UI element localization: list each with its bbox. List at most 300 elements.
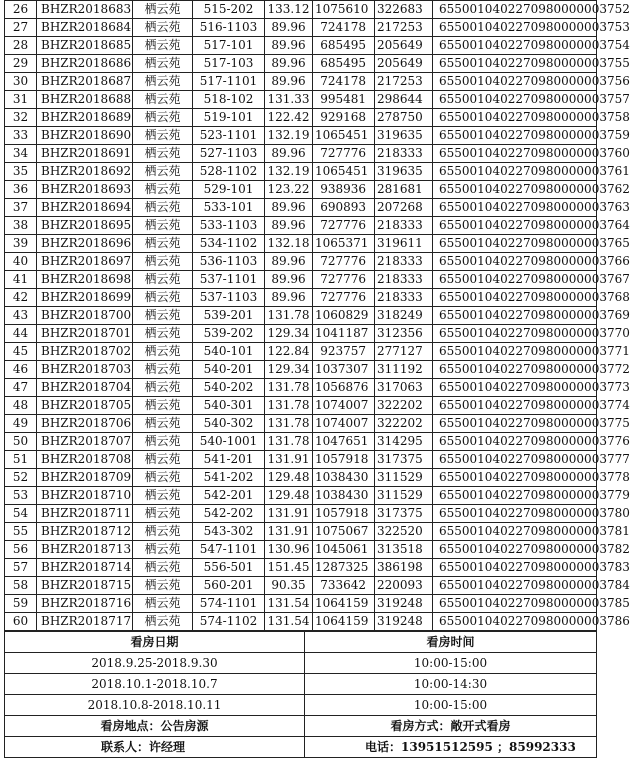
floor-area: 131.54 — [265, 595, 313, 613]
certificate-number: 6550010402270980000003778 — [433, 469, 597, 487]
community-name: 栖云苑 — [133, 55, 193, 73]
floor-area: 129.34 — [265, 361, 313, 379]
community-name: 栖云苑 — [133, 307, 193, 325]
unit-number: 540-201 — [193, 361, 265, 379]
listing-code: BHZR2018695 — [37, 217, 133, 235]
total-price: 995481 — [313, 91, 375, 109]
floor-area: 122.42 — [265, 109, 313, 127]
floor-area: 89.96 — [265, 37, 313, 55]
community-name: 栖云苑 — [133, 577, 193, 595]
floor-area: 90.35 — [265, 577, 313, 595]
deposit-amount: 322202 — [375, 397, 433, 415]
community-name: 栖云苑 — [133, 289, 193, 307]
community-name: 栖云苑 — [133, 505, 193, 523]
unit-number: 517-1101 — [193, 73, 265, 91]
floor-area: 129.48 — [265, 469, 313, 487]
contact-phone: 电话：13951512595 ；85992333 — [305, 737, 597, 758]
table-row — [5, 505, 597, 523]
floor-area: 131.33 — [265, 91, 313, 109]
listing-code: BHZR2018697 — [37, 253, 133, 271]
floor-area: 131.78 — [265, 415, 313, 433]
row-index: 38 — [5, 217, 37, 235]
table-row — [5, 127, 597, 145]
certificate-number: 6550010402270980000003771 — [433, 343, 597, 361]
certificate-number: 6550010402270980000003784 — [433, 577, 597, 595]
floor-area: 130.96 — [265, 541, 313, 559]
unit-number: 540-301 — [193, 397, 265, 415]
deposit-amount: 281681 — [375, 181, 433, 199]
viewing-time-header: 看房时间 — [305, 632, 597, 653]
deposit-amount: 218333 — [375, 253, 433, 271]
row-index: 30 — [5, 73, 37, 91]
total-price: 1056876 — [313, 379, 375, 397]
floor-area: 123.22 — [265, 181, 313, 199]
table-row — [5, 487, 597, 505]
deposit-amount: 319248 — [375, 613, 433, 631]
certificate-number: 6550010402270980000003758 — [433, 109, 597, 127]
row-index: 55 — [5, 523, 37, 541]
floor-area: 89.96 — [265, 145, 313, 163]
deposit-amount: 218333 — [375, 217, 433, 235]
community-name: 栖云苑 — [133, 235, 193, 253]
total-price: 1038430 — [313, 469, 375, 487]
contact-row — [5, 737, 597, 758]
community-name: 栖云苑 — [133, 595, 193, 613]
deposit-amount: 319611 — [375, 235, 433, 253]
floor-area: 131.78 — [265, 397, 313, 415]
row-index: 53 — [5, 487, 37, 505]
deposit-amount: 218333 — [375, 145, 433, 163]
unit-number: 523-1101 — [193, 127, 265, 145]
row-index: 54 — [5, 505, 37, 523]
row-index: 45 — [5, 343, 37, 361]
row-index: 33 — [5, 127, 37, 145]
viewing-schedule-row — [5, 674, 597, 695]
floor-area: 151.45 — [265, 559, 313, 577]
deposit-amount: 218333 — [375, 289, 433, 307]
total-price: 727776 — [313, 145, 375, 163]
row-index: 56 — [5, 541, 37, 559]
listing-code: BHZR2018709 — [37, 469, 133, 487]
row-index: 59 — [5, 595, 37, 613]
community-name: 栖云苑 — [133, 127, 193, 145]
total-price: 1045061 — [313, 541, 375, 559]
total-price: 929168 — [313, 109, 375, 127]
listing-code: BHZR2018685 — [37, 37, 133, 55]
total-price: 1064159 — [313, 595, 375, 613]
viewing-method: 看房方式：敞开式看房 — [305, 716, 597, 737]
listing-code: BHZR2018700 — [37, 307, 133, 325]
deposit-amount: 317375 — [375, 451, 433, 469]
total-price: 1074007 — [313, 415, 375, 433]
row-index: 50 — [5, 433, 37, 451]
table-row — [5, 307, 597, 325]
listing-code: BHZR2018702 — [37, 343, 133, 361]
unit-number: 540-302 — [193, 415, 265, 433]
table-row — [5, 415, 597, 433]
community-name: 栖云苑 — [133, 217, 193, 235]
table-row — [5, 145, 597, 163]
certificate-number: 6550010402270980000003785 — [433, 595, 597, 613]
row-index: 47 — [5, 379, 37, 397]
deposit-amount: 217253 — [375, 19, 433, 37]
community-name: 栖云苑 — [133, 181, 193, 199]
row-index: 40 — [5, 253, 37, 271]
floor-area: 89.96 — [265, 217, 313, 235]
deposit-amount: 317375 — [375, 505, 433, 523]
table-row — [5, 199, 597, 217]
community-name: 栖云苑 — [133, 613, 193, 631]
floor-area: 131.54 — [265, 613, 313, 631]
unit-number: 543-302 — [193, 523, 265, 541]
floor-area: 133.12 — [265, 1, 313, 19]
community-name: 栖云苑 — [133, 361, 193, 379]
listing-code: BHZR2018710 — [37, 487, 133, 505]
deposit-amount: 314295 — [375, 433, 433, 451]
table-row — [5, 361, 597, 379]
listing-code: BHZR2018691 — [37, 145, 133, 163]
contact-person: 联系人：许经理 — [5, 737, 305, 758]
floor-area: 131.78 — [265, 433, 313, 451]
deposit-amount: 386198 — [375, 559, 433, 577]
unit-number: 534-1102 — [193, 235, 265, 253]
certificate-number: 6550010402270980000003773 — [433, 379, 597, 397]
unit-number: 547-1101 — [193, 541, 265, 559]
floor-area: 132.18 — [265, 235, 313, 253]
table-row — [5, 217, 597, 235]
listing-table — [4, 0, 630, 631]
floor-area: 129.48 — [265, 487, 313, 505]
table-row — [5, 37, 597, 55]
certificate-number: 6550010402270980000003752 — [433, 1, 597, 19]
listing-sheet — [4, 0, 630, 758]
unit-number: 527-1103 — [193, 145, 265, 163]
listing-code: BHZR2018687 — [37, 73, 133, 91]
row-index: 60 — [5, 613, 37, 631]
viewing-schedule-row — [5, 695, 597, 716]
row-index: 35 — [5, 163, 37, 181]
certificate-number: 6550010402270980000003775 — [433, 415, 597, 433]
row-index: 26 — [5, 1, 37, 19]
listing-code: BHZR2018706 — [37, 415, 133, 433]
table-row — [5, 325, 597, 343]
unit-number: 536-1103 — [193, 253, 265, 271]
floor-area: 131.91 — [265, 505, 313, 523]
community-name: 栖云苑 — [133, 523, 193, 541]
total-price: 1065451 — [313, 163, 375, 181]
unit-number: 519-101 — [193, 109, 265, 127]
deposit-amount: 322520 — [375, 523, 433, 541]
table-row — [5, 469, 597, 487]
listing-code: BHZR2018712 — [37, 523, 133, 541]
certificate-number: 6550010402270980000003786 — [433, 613, 597, 631]
floor-area: 129.34 — [265, 325, 313, 343]
viewing-time: 10:00-14:30 — [305, 674, 597, 695]
deposit-amount: 311529 — [375, 469, 433, 487]
row-index: 46 — [5, 361, 37, 379]
unit-number: 539-201 — [193, 307, 265, 325]
deposit-amount: 277127 — [375, 343, 433, 361]
community-name: 栖云苑 — [133, 145, 193, 163]
deposit-amount: 220093 — [375, 577, 433, 595]
listing-code: BHZR2018711 — [37, 505, 133, 523]
certificate-number: 6550010402270980000003757 — [433, 91, 597, 109]
community-name: 栖云苑 — [133, 271, 193, 289]
table-row — [5, 343, 597, 361]
unit-number: 542-202 — [193, 505, 265, 523]
certificate-number: 6550010402270980000003762 — [433, 181, 597, 199]
row-index: 39 — [5, 235, 37, 253]
listing-code: BHZR2018694 — [37, 199, 133, 217]
community-name: 栖云苑 — [133, 19, 193, 37]
certificate-number: 6550010402270980000003769 — [433, 307, 597, 325]
community-name: 栖云苑 — [133, 325, 193, 343]
listing-code: BHZR2018716 — [37, 595, 133, 613]
total-price: 1287325 — [313, 559, 375, 577]
floor-area: 89.96 — [265, 253, 313, 271]
table-row — [5, 253, 597, 271]
row-index: 29 — [5, 55, 37, 73]
unit-number: 529-101 — [193, 181, 265, 199]
table-row — [5, 109, 597, 127]
table-row — [5, 577, 597, 595]
listing-code: BHZR2018705 — [37, 397, 133, 415]
listing-code: BHZR2018696 — [37, 235, 133, 253]
certificate-number: 6550010402270980000003779 — [433, 487, 597, 505]
viewing-schedule-row — [5, 653, 597, 674]
table-row — [5, 181, 597, 199]
floor-area: 132.19 — [265, 163, 313, 181]
total-price: 1060829 — [313, 307, 375, 325]
viewing-header-row — [5, 632, 597, 653]
deposit-amount: 205649 — [375, 37, 433, 55]
deposit-amount: 218333 — [375, 271, 433, 289]
row-index: 51 — [5, 451, 37, 469]
deposit-amount: 322202 — [375, 415, 433, 433]
unit-number: 574-1102 — [193, 613, 265, 631]
total-price: 938936 — [313, 181, 375, 199]
table-row — [5, 73, 597, 91]
deposit-amount: 319248 — [375, 595, 433, 613]
total-price: 923757 — [313, 343, 375, 361]
certificate-number: 6550010402270980000003780 — [433, 505, 597, 523]
community-name: 栖云苑 — [133, 109, 193, 127]
listing-code: BHZR2018715 — [37, 577, 133, 595]
certificate-number: 6550010402270980000003783 — [433, 559, 597, 577]
floor-area: 89.96 — [265, 19, 313, 37]
row-index: 49 — [5, 415, 37, 433]
table-row — [5, 1, 597, 19]
floor-area: 132.19 — [265, 127, 313, 145]
certificate-number: 6550010402270980000003766 — [433, 253, 597, 271]
unit-number: 533-1103 — [193, 217, 265, 235]
total-price: 690893 — [313, 199, 375, 217]
row-index: 31 — [5, 91, 37, 109]
total-price: 1038430 — [313, 487, 375, 505]
total-price: 1065451 — [313, 127, 375, 145]
row-index: 58 — [5, 577, 37, 595]
table-row — [5, 541, 597, 559]
unit-number: 556-501 — [193, 559, 265, 577]
certificate-number: 6550010402270980000003756 — [433, 73, 597, 91]
listing-code: BHZR2018707 — [37, 433, 133, 451]
unit-number: 540-1001 — [193, 433, 265, 451]
deposit-amount: 298644 — [375, 91, 433, 109]
viewing-time: 10:00-15:00 — [305, 653, 597, 674]
certificate-number: 6550010402270980000003765 — [433, 235, 597, 253]
certificate-number: 6550010402270980000003763 — [433, 199, 597, 217]
floor-area: 89.96 — [265, 271, 313, 289]
row-index: 42 — [5, 289, 37, 307]
floor-area: 89.96 — [265, 199, 313, 217]
deposit-amount: 311192 — [375, 361, 433, 379]
listing-code: BHZR2018717 — [37, 613, 133, 631]
listing-code: BHZR2018699 — [37, 289, 133, 307]
community-name: 栖云苑 — [133, 73, 193, 91]
community-name: 栖云苑 — [133, 163, 193, 181]
unit-number: 528-1102 — [193, 163, 265, 181]
table-row — [5, 289, 597, 307]
row-index: 32 — [5, 109, 37, 127]
table-row — [5, 613, 597, 631]
total-price: 1057918 — [313, 451, 375, 469]
total-price: 727776 — [313, 253, 375, 271]
certificate-number: 6550010402270980000003782 — [433, 541, 597, 559]
floor-area: 89.96 — [265, 73, 313, 91]
viewing-date: 2018.10.8-2018.10.11 — [5, 695, 305, 716]
row-index: 27 — [5, 19, 37, 37]
total-price: 1074007 — [313, 397, 375, 415]
table-row — [5, 163, 597, 181]
total-price: 724178 — [313, 19, 375, 37]
community-name: 栖云苑 — [133, 253, 193, 271]
listing-code: BHZR2018690 — [37, 127, 133, 145]
row-index: 34 — [5, 145, 37, 163]
listing-code: BHZR2018686 — [37, 55, 133, 73]
deposit-amount: 319635 — [375, 163, 433, 181]
listing-code: BHZR2018698 — [37, 271, 133, 289]
row-index: 41 — [5, 271, 37, 289]
deposit-amount: 311529 — [375, 487, 433, 505]
table-row — [5, 559, 597, 577]
total-price: 685495 — [313, 55, 375, 73]
certificate-number: 6550010402270980000003760 — [433, 145, 597, 163]
table-row — [5, 55, 597, 73]
community-name: 栖云苑 — [133, 451, 193, 469]
listing-code: BHZR2018704 — [37, 379, 133, 397]
community-name: 栖云苑 — [133, 1, 193, 19]
certificate-number: 6550010402270980000003753 — [433, 19, 597, 37]
total-price: 1075610 — [313, 1, 375, 19]
unit-number: 574-1101 — [193, 595, 265, 613]
table-row — [5, 271, 597, 289]
unit-number: 541-202 — [193, 469, 265, 487]
viewing-time: 10:00-15:00 — [305, 695, 597, 716]
certificate-number: 6550010402270980000003774 — [433, 397, 597, 415]
table-row — [5, 451, 597, 469]
listing-body — [5, 1, 630, 631]
listing-code: BHZR2018703 — [37, 361, 133, 379]
deposit-amount: 207268 — [375, 199, 433, 217]
unit-number: 517-103 — [193, 55, 265, 73]
row-index: 36 — [5, 181, 37, 199]
community-name: 栖云苑 — [133, 397, 193, 415]
total-price: 1075067 — [313, 523, 375, 541]
total-price: 685495 — [313, 37, 375, 55]
community-name: 栖云苑 — [133, 379, 193, 397]
community-name: 栖云苑 — [133, 559, 193, 577]
deposit-amount: 319635 — [375, 127, 433, 145]
row-index: 44 — [5, 325, 37, 343]
listing-code: BHZR2018713 — [37, 541, 133, 559]
community-name: 栖云苑 — [133, 91, 193, 109]
unit-number: 517-101 — [193, 37, 265, 55]
floor-area: 89.96 — [265, 289, 313, 307]
community-name: 栖云苑 — [133, 415, 193, 433]
certificate-number: 6550010402270980000003755 — [433, 55, 597, 73]
table-row — [5, 523, 597, 541]
certificate-number: 6550010402270980000003767 — [433, 271, 597, 289]
floor-area: 131.91 — [265, 523, 313, 541]
certificate-number: 6550010402270980000003768 — [433, 289, 597, 307]
deposit-amount: 278750 — [375, 109, 433, 127]
unit-number: 533-101 — [193, 199, 265, 217]
deposit-amount: 217253 — [375, 73, 433, 91]
deposit-amount: 205649 — [375, 55, 433, 73]
total-price: 1065371 — [313, 235, 375, 253]
community-name: 栖云苑 — [133, 469, 193, 487]
viewing-date: 2018.9.25-2018.9.30 — [5, 653, 305, 674]
total-price: 1064159 — [313, 613, 375, 631]
viewing-date-header: 看房日期 — [5, 632, 305, 653]
community-name: 栖云苑 — [133, 487, 193, 505]
floor-area: 131.78 — [265, 379, 313, 397]
table-row — [5, 433, 597, 451]
total-price: 727776 — [313, 289, 375, 307]
table-row — [5, 397, 597, 415]
listing-code: BHZR2018688 — [37, 91, 133, 109]
certificate-number: 6550010402270980000003754 — [433, 37, 597, 55]
floor-area: 131.91 — [265, 451, 313, 469]
row-index: 43 — [5, 307, 37, 325]
total-price: 1037307 — [313, 361, 375, 379]
table-row — [5, 595, 597, 613]
community-name: 栖云苑 — [133, 37, 193, 55]
unit-number: 537-1103 — [193, 289, 265, 307]
floor-area: 131.78 — [265, 307, 313, 325]
total-price: 724178 — [313, 73, 375, 91]
unit-number: 541-201 — [193, 451, 265, 469]
unit-number: 515-202 — [193, 1, 265, 19]
total-price: 727776 — [313, 271, 375, 289]
row-index: 48 — [5, 397, 37, 415]
unit-number: 539-202 — [193, 325, 265, 343]
deposit-amount: 313518 — [375, 541, 433, 559]
unit-number: 537-1101 — [193, 271, 265, 289]
certificate-number: 6550010402270980000003777 — [433, 451, 597, 469]
total-price: 1047651 — [313, 433, 375, 451]
community-name: 栖云苑 — [133, 541, 193, 559]
certificate-number: 6550010402270980000003772 — [433, 361, 597, 379]
unit-number: 560-201 — [193, 577, 265, 595]
viewing-location-row — [5, 716, 597, 737]
community-name: 栖云苑 — [133, 199, 193, 217]
deposit-amount: 322683 — [375, 1, 433, 19]
table-row — [5, 235, 597, 253]
viewing-info-table — [4, 631, 597, 758]
unit-number: 542-201 — [193, 487, 265, 505]
table-row — [5, 19, 597, 37]
